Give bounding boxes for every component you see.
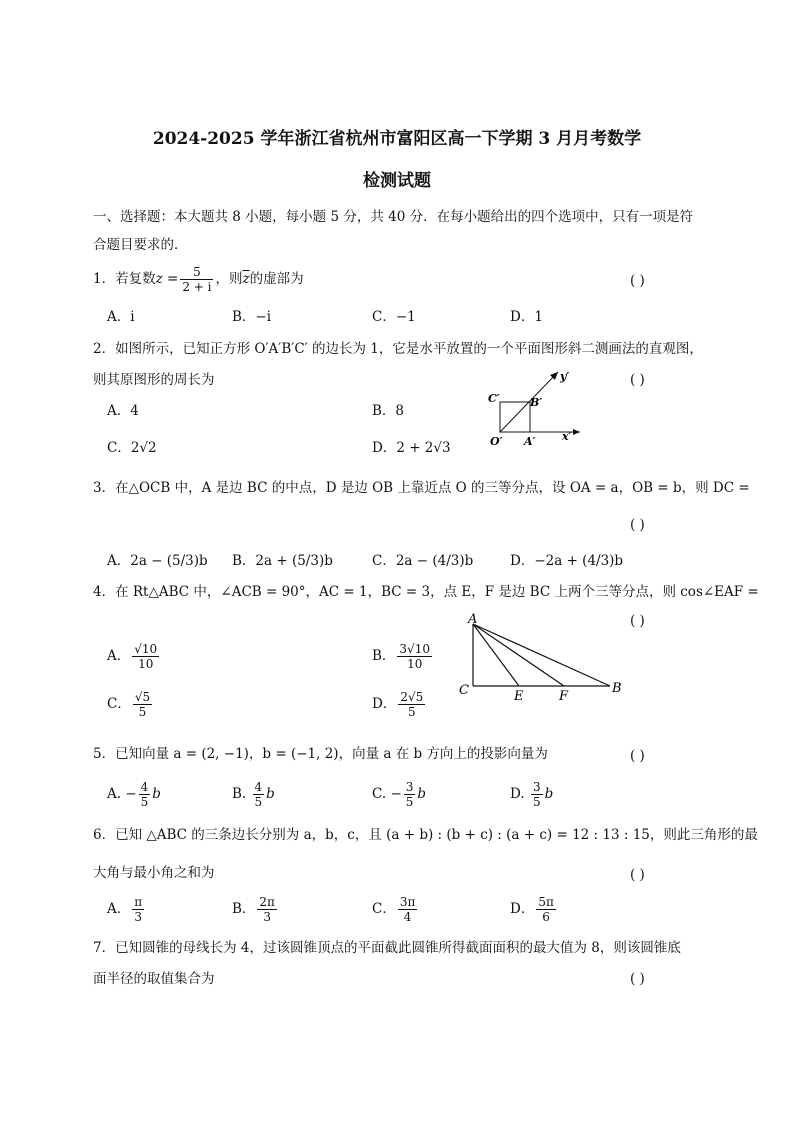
answer-paren-q2: ( ) (630, 372, 645, 388)
q2-option-a: A．4 (107, 403, 139, 419)
q4-option-b-frac (397, 642, 432, 671)
q6-option-a (107, 895, 146, 924)
q1-stem-zbar: $\overline{z}$ (242, 271, 250, 287)
paper-title-line1: 2024-2025 学年浙江省杭州市富阳区高一下学期 3 月月考数学 (152, 129, 642, 149)
q1-frac-num: 5 (180, 265, 213, 280)
q1-frac-den: 2 + i (182, 280, 212, 294)
q2-label-y: y′ (560, 370, 570, 383)
q5-option-a-sign: − (125, 786, 137, 802)
q3-option-c-label: C． (372, 553, 396, 569)
q4-option-d-frac (398, 690, 425, 719)
question-3-stem-line1: 3．在△OCB 中，A 是边 BC 的中点，D 是边 OB 上靠近点 O 的三等分点，设 OA = a，OB = b，则 DC = (93, 480, 750, 496)
question-2-stem-line1: 2．如图所示，已知正方形 O′A′B′C′ 的边长为 1，它是水平放置的一个平面图形斜二测画法的直观图， (93, 341, 703, 357)
section-instructions-line1: 一、选择题：本大题共 8 小题，每小题 5 分，共 40 分．在每小题给出的四个选项中，只有一项是符 (93, 209, 694, 225)
q6-option-d-label: D． (510, 901, 535, 917)
q2-label-b: B′ (530, 396, 543, 409)
question-6-stem-line1: 6．已知 △ABC 的三条边长分别为 a，b，c，且 (a + b) : (b + c) : (a + c) = 12 : 13 : 15，则此三角形的最 (93, 827, 758, 843)
q6-option-b-num: 2π (259, 895, 275, 909)
question-1-stem (93, 265, 304, 294)
q1-fraction (180, 265, 213, 294)
q5-option-b-frac (253, 780, 265, 809)
q4-option-b-label: B． (372, 648, 396, 664)
q5-option-a-frac (139, 780, 151, 809)
q6-option-a-frac (132, 895, 144, 924)
q6-option-b-label: B． (232, 901, 256, 917)
q5-option-c-frac (404, 780, 416, 809)
q4-option-d-den: 5 (407, 705, 416, 719)
paper-title-line2: 检测试题 (363, 171, 431, 191)
q6-option-c-frac (398, 895, 418, 924)
q5-option-d-label: D. (510, 786, 525, 802)
q4-option-b-den: 10 (407, 657, 423, 671)
q5-option-a-label: A. (107, 786, 122, 802)
q1-stem-z: z = (155, 271, 179, 287)
q4-right-triangle-figure (455, 612, 630, 704)
q1-option-a: A．i (107, 309, 135, 325)
q5-option-b: B. $\frac{4}{5}$ b (232, 780, 275, 809)
q3-option-d (510, 552, 623, 570)
section-instructions-line2: 合题目要求的． (93, 237, 188, 253)
q5-option-c-sign: − (390, 786, 402, 802)
q1-option-c: C．−1 (372, 309, 416, 325)
q5-option-d-num: 3 (532, 780, 541, 794)
q6-option-d-num: 5π (538, 895, 554, 909)
q6-option-b (232, 895, 279, 924)
q4-label-a: A (468, 612, 478, 627)
q3-option-b (232, 552, 333, 570)
q4-option-b-num: 3√10 (399, 642, 430, 656)
q5-option-d-frac (531, 780, 543, 809)
q4-option-c-num: √5 (134, 690, 151, 704)
q4-option-a-num: √10 (134, 642, 158, 656)
q4-option-c (107, 690, 154, 719)
q5-option-a-den: 5 (140, 795, 149, 809)
q1-stem-a: 1．若复数 (93, 271, 156, 287)
q1-option-b: B．−i (232, 309, 272, 325)
answer-paren-q5: ( ) (630, 748, 645, 764)
q6-option-a-den: 3 (134, 910, 143, 924)
q2-option-b: B．8 (372, 403, 405, 419)
q2-oblique-square-figure (480, 360, 600, 450)
q2-label-c: C′ (488, 392, 500, 405)
answer-paren-q3: ( ) (630, 517, 645, 533)
q3-option-a (107, 552, 208, 570)
q4-segment-ae (473, 624, 519, 686)
q6-option-d (510, 895, 558, 924)
q5-option-d: D. $\frac{3}{5}$ b (510, 780, 554, 809)
q4-option-a (107, 642, 161, 671)
q6-option-d-den: 6 (542, 910, 550, 924)
question-7-stem-line2: 面半径的取值集合为 (93, 971, 215, 987)
q4-side-ab (473, 624, 610, 686)
q5-option-c-label: C. (372, 786, 387, 802)
q3-option-c (372, 552, 473, 570)
q5-option-b-den: 5 (254, 795, 263, 809)
q6-option-c (372, 895, 419, 924)
q5-option-c: C. − $\frac{3}{5}$ b (372, 780, 427, 809)
q4-option-b (372, 642, 434, 671)
q5-option-a-num: 4 (140, 780, 149, 794)
q2-label-o: O′ (490, 435, 503, 448)
q6-option-d-frac (536, 895, 556, 924)
q3-option-b-expr: 2a + (5/3)b (255, 553, 333, 569)
q4-label-b: B (612, 681, 622, 696)
q2-label-x: x′ (562, 430, 572, 443)
q6-option-c-label: C． (372, 901, 396, 917)
q4-option-a-frac (132, 642, 159, 671)
q1-option-d: D．1 (510, 309, 543, 325)
q4-label-c: C (459, 683, 469, 698)
answer-paren-q6: ( ) (630, 867, 645, 883)
q6-option-b-frac (257, 895, 277, 924)
q2-option-d: D．2 + 2√3 (372, 440, 451, 456)
q4-option-c-den: 5 (138, 705, 147, 719)
q5-option-b-num: 4 (254, 780, 263, 794)
answer-paren-q1: ( ) (630, 273, 645, 289)
q4-option-d-num: 2√5 (400, 690, 424, 704)
q3-option-a-expr: 2a − (5/3)b (130, 553, 208, 569)
q1-stem-c: 的虚部为 (249, 271, 304, 287)
q6-option-c-num: 3π (399, 895, 416, 909)
q4-option-c-frac (133, 690, 152, 719)
q4-label-e: E (514, 689, 524, 704)
q4-segment-af (473, 624, 564, 686)
q5-option-c-den: 5 (405, 795, 414, 809)
q6-option-c-den: 4 (403, 910, 412, 924)
q2-x-arrow (573, 429, 580, 435)
q6-option-b-den: 3 (263, 910, 271, 924)
q1-stem-b: ，则 (215, 271, 243, 287)
q3-option-d-expr: −2a + (4/3)b (534, 553, 624, 569)
q3-option-b-label: B． (232, 553, 256, 569)
q5-option-c-num: 3 (405, 780, 414, 794)
q6-option-a-num: π (134, 895, 143, 909)
q2-label-a: A′ (524, 435, 536, 448)
q3-option-c-expr: 2a − (4/3)b (395, 553, 474, 569)
q2-option-c: C．2√2 (107, 440, 157, 456)
question-6-stem-line2: 大角与最小角之和为 (93, 865, 215, 881)
question-5-stem-line1: 5．已知向量 a = (2, −1)，b = (−1, 2)，向量 a 在 b 方向上的投影向量为 (93, 746, 548, 762)
question-4-stem-line1: 4．在 Rt△ABC 中，∠ACB = 90°，AC = 1，BC = 3，点 E，F 是边 BC 上两个三等分点，则 cos∠EAF = (93, 584, 759, 600)
q4-option-d-label: D． (372, 696, 397, 712)
q5-option-d-den: 5 (532, 795, 541, 809)
answer-paren-q4: ( ) (630, 613, 645, 629)
q3-option-a-label: A． (107, 553, 131, 569)
q4-option-a-den: 10 (138, 657, 154, 671)
q4-label-f: F (559, 689, 569, 704)
q6-option-a-label: A． (107, 901, 131, 917)
question-2-stem-line2: 则其原图形的周长为 (93, 372, 215, 388)
question-7-stem-line1: 7．已知圆锥的母线长为 4，过该圆锥顶点的平面截此圆锥所得截面面积的最大值为 8，则该圆锥底 (93, 940, 681, 956)
answer-paren-q7: ( ) (630, 971, 645, 987)
q5-option-b-label: B. (232, 786, 247, 802)
q4-option-c-label: C． (107, 696, 131, 712)
q3-option-d-label: D． (510, 553, 535, 569)
q4-option-a-label: A． (107, 648, 131, 664)
q5-option-a: A. − $\frac{4}{5}$ b (107, 780, 161, 809)
q4-option-d (372, 690, 427, 719)
